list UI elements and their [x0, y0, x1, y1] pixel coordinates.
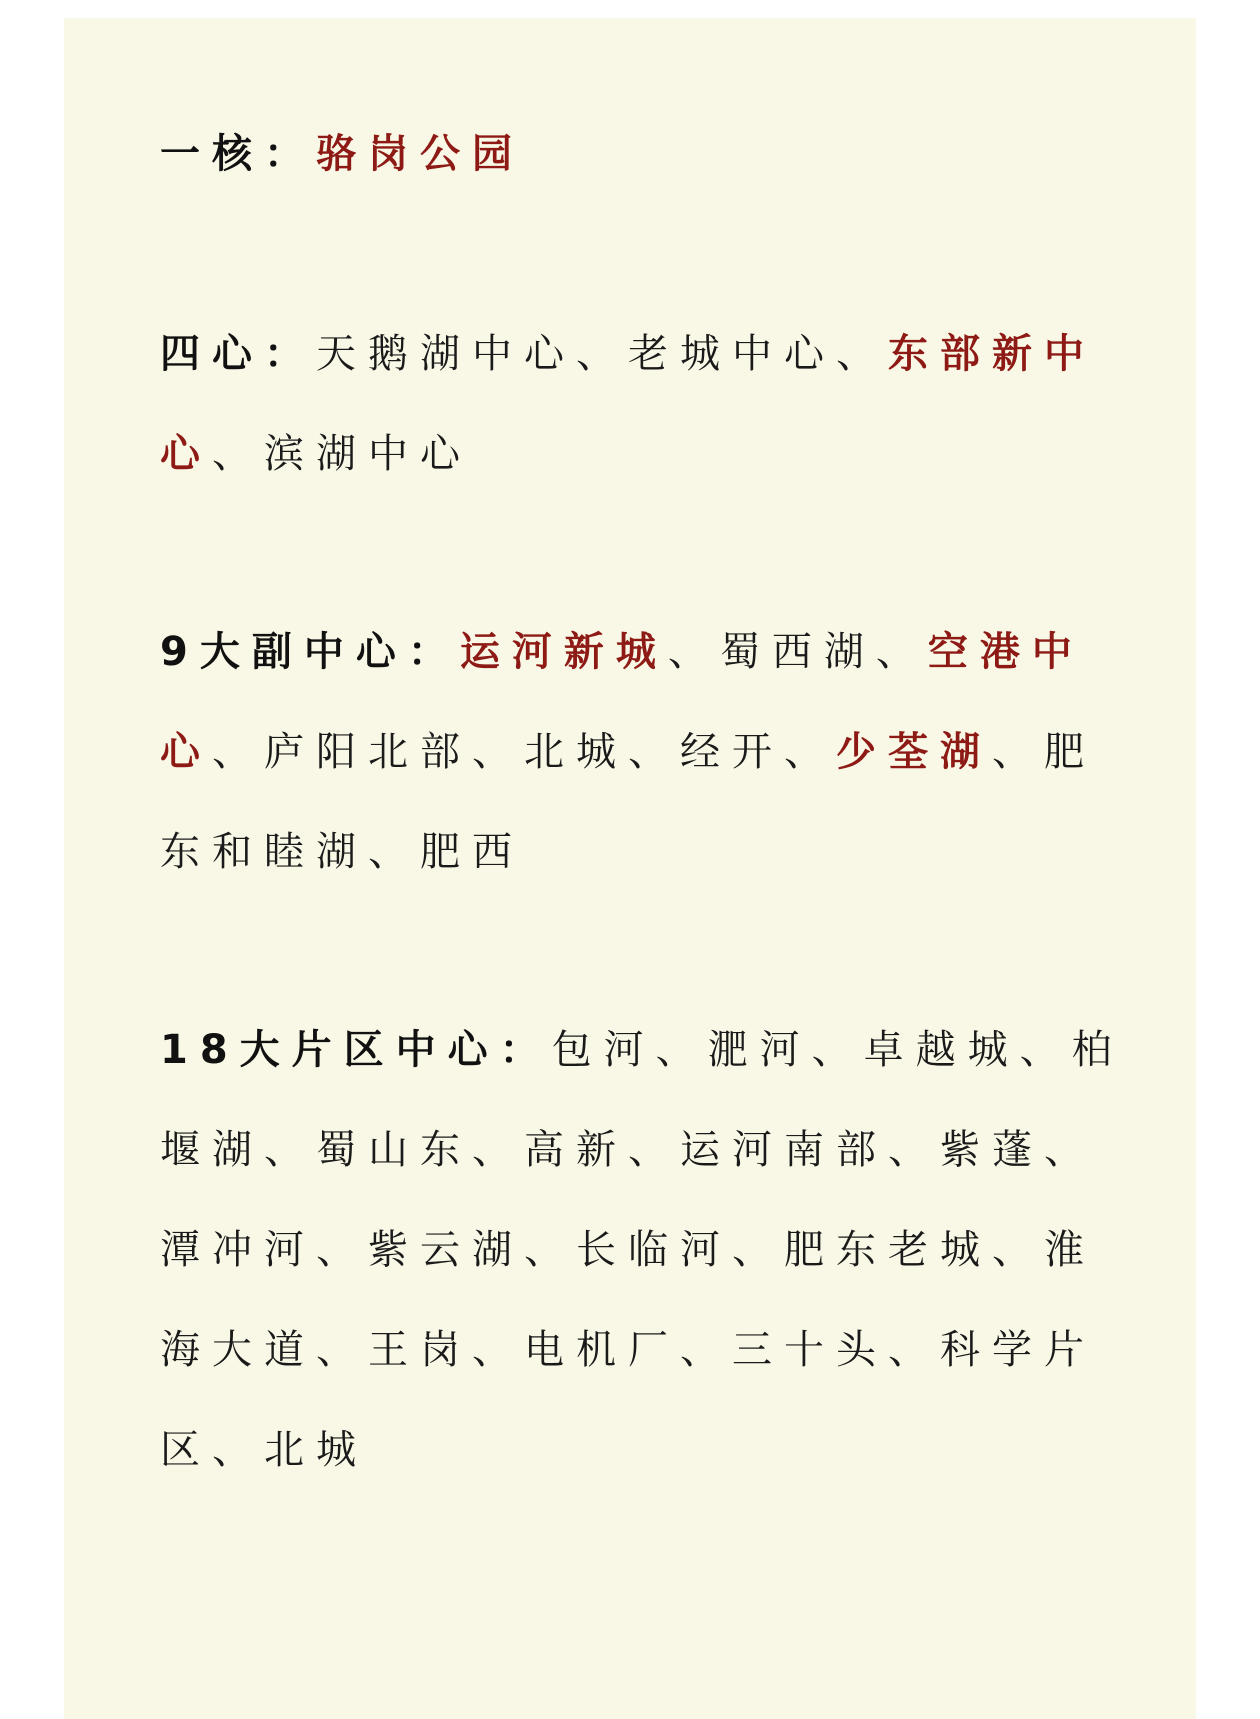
district-centers-line-3: 潭冲河、紫云湖、长临河、肥东老城、淮	[160, 1227, 1096, 1273]
sub-centers-line-3	[160, 824, 524, 880]
district-centers-line-2: 堰湖、蜀山东、高新、运河南部、紫蓬、	[160, 1127, 1096, 1173]
core-value: 骆岗公园	[316, 131, 524, 177]
separator: 、	[875, 629, 928, 675]
center-item-highlight: 东部新中	[888, 331, 1096, 377]
four-centers-line-2	[160, 426, 472, 482]
district-centers-line-1	[160, 1022, 1124, 1078]
center-item: 滨湖中心	[264, 431, 472, 477]
sub-center-item: 东和睦湖	[160, 829, 368, 875]
district-centers-line-4: 海大道、王岗、电机厂、三十头、科学片	[160, 1327, 1096, 1373]
sub-centers-line-2	[160, 724, 1096, 780]
core-line	[160, 126, 524, 182]
four-centers-line-1	[160, 326, 1096, 382]
separator: 、	[628, 729, 680, 775]
sub-center-item: 肥	[1044, 729, 1096, 775]
sub-center-item: 庐阳北部	[264, 729, 472, 775]
district-centers-label: 18大片区中心：	[160, 1027, 552, 1073]
center-item: 天鹅湖中心	[316, 331, 576, 377]
sub-center-highlight: 运河新城	[459, 629, 668, 675]
center-item: 老城中心	[628, 331, 836, 377]
center-item-highlight: 心	[160, 431, 212, 477]
sub-center-item: 北城	[524, 729, 628, 775]
sub-centers-line-1	[160, 624, 1084, 680]
four-centers-label: 四心：	[160, 331, 316, 377]
separator: 、	[992, 729, 1044, 775]
district-list: 包河、淝河、卓越城、柏	[551, 1027, 1124, 1073]
sub-center-highlight: 心	[160, 729, 212, 775]
sub-center-item: 肥西	[420, 829, 524, 875]
separator: 、	[368, 829, 420, 875]
district-centers-line-5: 区、北城	[160, 1427, 368, 1473]
separator: 、	[472, 729, 524, 775]
separator: 、	[784, 729, 836, 775]
core-label: 一核：	[160, 131, 316, 177]
separator: 、	[212, 729, 264, 775]
separator: 、	[836, 331, 888, 377]
sub-center-item: 蜀西湖	[719, 629, 876, 675]
sub-centers-label: 9大副中心：	[160, 629, 460, 675]
sub-center-item: 经开	[680, 729, 784, 775]
sub-center-highlight: 少荃湖	[836, 729, 992, 775]
separator: 、	[576, 331, 628, 377]
sub-center-highlight: 空港中	[927, 629, 1084, 675]
separator: 、	[212, 431, 264, 477]
separator: 、	[667, 629, 720, 675]
